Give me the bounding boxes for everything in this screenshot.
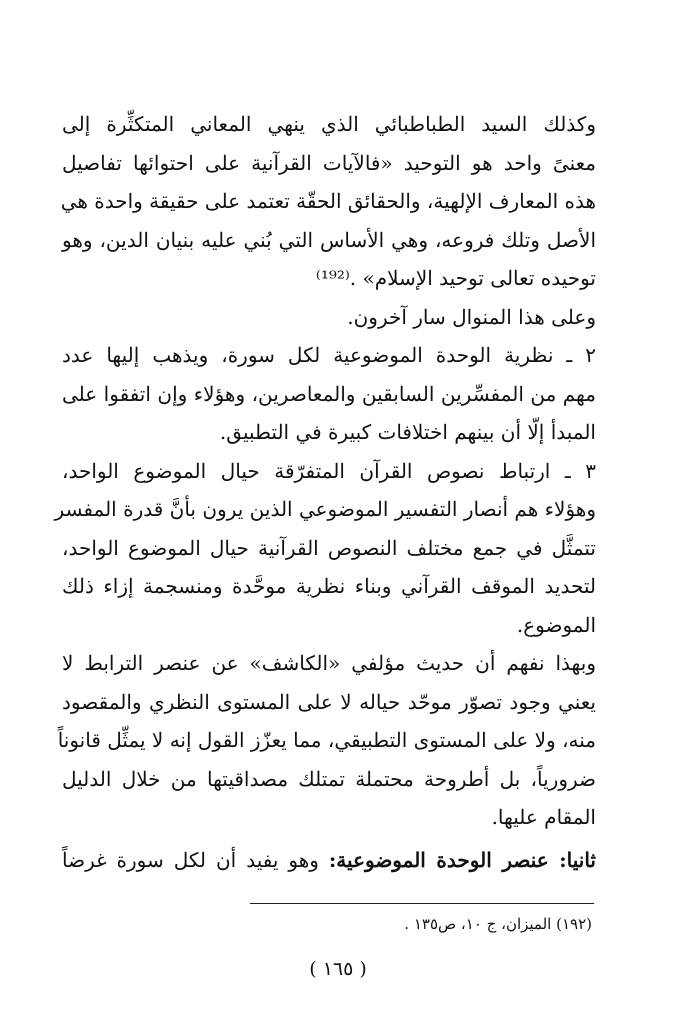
paragraph-line: وهؤلاء هم أنصار التفسير الموضوعي الذين يرون بأنَّ قدرة المفسر	[54, 497, 596, 521]
footnote: (١٩٢) الميزان، ج ١٠، ص١٣٥ .	[404, 915, 592, 933]
paragraph-line: يعني وجود تصوّر موحّد حياله لا على المستوى النظري والمقصود	[62, 689, 596, 714]
paragraph-line: لتحديد الموقف القرآني وبناء نظرية موحَّدة ومنسجمة إزاء ذلك	[62, 574, 596, 598]
paragraph-line: مهم من المفسِّرين السابقين والمعاصرين، وهؤلاء وإن اتفقوا على	[62, 381, 596, 406]
paragraph-line: تتمثَّل في جمع مختلف النصوص القرآنية حيال الموضوع الواحد،	[62, 535, 596, 560]
paragraph-line: المبدأ إلّا أن بينهم اختلافات كبيرة في التطبيق.	[219, 420, 596, 444]
paragraph-line: معنىً واحد هو التوحيد «فالآيات القرآنية على احتوائها تفاصيل	[62, 150, 596, 175]
page-number: ( ١٦٥ )	[309, 958, 367, 980]
paragraph-line: ٣ ـ ارتباط نصوص القرآن المتفرّقة حيال الموضوع الواحد،	[62, 458, 596, 483]
section-heading-continuation: وهو يفيد أن لكل سورة غرضاً	[62, 847, 329, 872]
paragraph-line: الموضوع.	[516, 612, 596, 637]
footnote-separator	[250, 903, 594, 904]
paragraph-line: منه، ولا على المستوى التطبيقي، مما يعزّز القول إنه لا يمثِّل قانوناً	[57, 728, 596, 752]
paragraph-line: المقام عليها.	[491, 805, 596, 829]
section-heading-line	[62, 841, 596, 880]
paragraph-line: توحيده تعالى توحيد الإسلام» .⁽¹⁹²⁾	[315, 266, 596, 290]
paragraph-line: هذه المعارف الإلهية، والحقائق الحقّة تعتمد على حقيقة واحدة هي	[60, 189, 596, 213]
paragraph-line: ٢ ـ نظرية الوحدة الموضوعية لكل سورة، ويذهب إليها عدد	[62, 343, 596, 367]
paragraph-line: وعلى هذا المنوال سار آخرون.	[347, 304, 596, 329]
section-heading: ثانيا: عنصر الوحدة الموضوعية:	[328, 847, 596, 872]
paragraph-line: وكذلك السيد الطباطبائي الذي ينهي المعاني المتكثِّرة إلى	[62, 112, 596, 136]
paragraph-line: ضرورياً، بل أطروحة محتملة تمتلك مصداقيتها من خلال الدليل	[62, 766, 596, 791]
paragraph-line: وبهذا نفهم أن حديث مؤلفي «الكاشف» عن عنصر الترابط لا	[62, 651, 596, 675]
main-text	[54, 105, 596, 879]
paragraph-line: الأصل وتلك فروعه، وهي الأساس التي بُني عليه بنيان الدين، وهو	[62, 227, 596, 252]
